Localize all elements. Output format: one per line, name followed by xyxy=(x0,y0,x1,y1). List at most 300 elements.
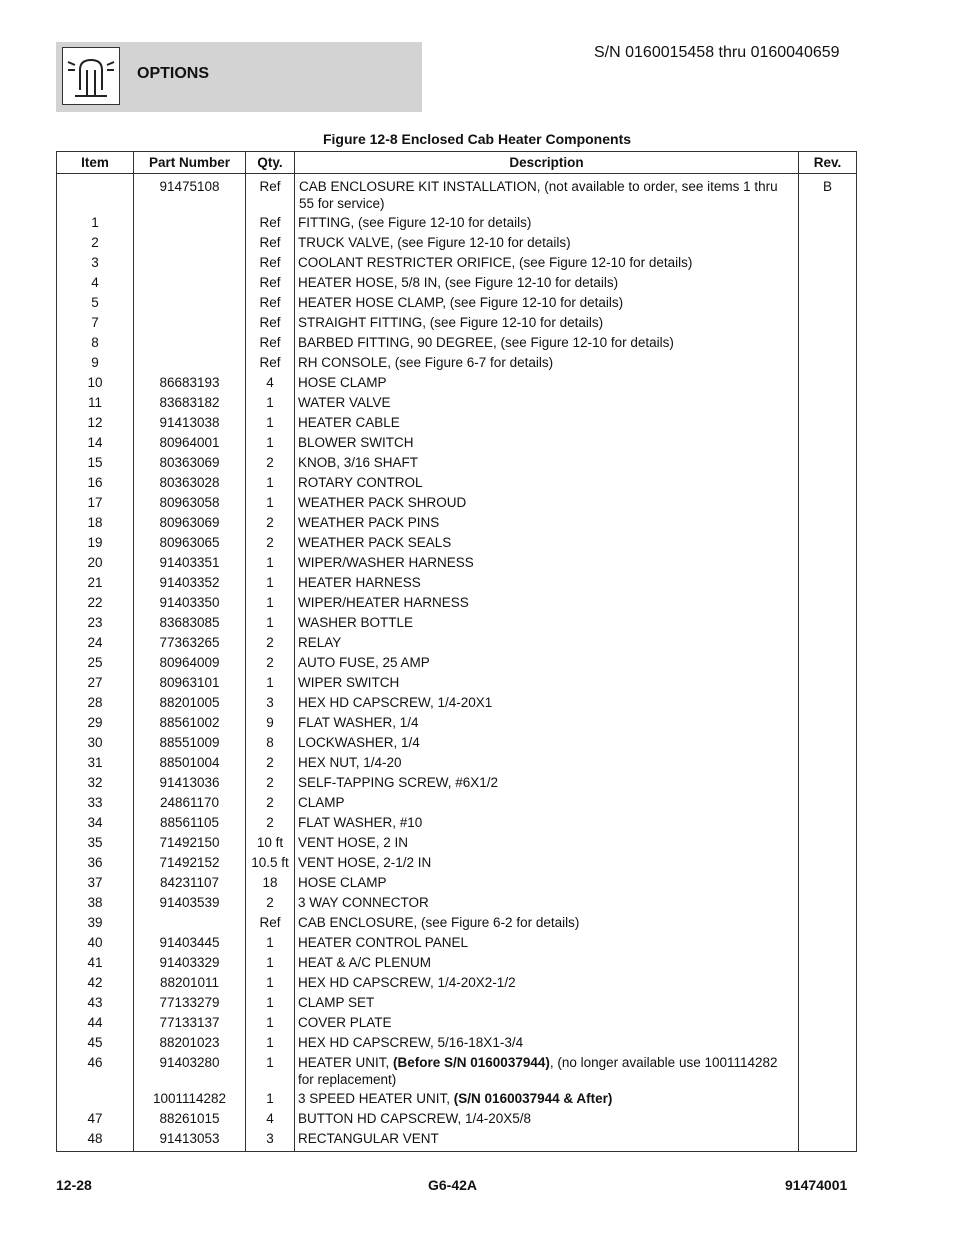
description-cell: WASHER BOTTLE xyxy=(295,613,799,633)
qty-cell: 18 xyxy=(246,873,295,893)
rev-cell xyxy=(799,513,857,533)
rev-cell xyxy=(799,753,857,773)
qty-cell: 2 xyxy=(246,793,295,813)
table-row xyxy=(57,613,857,633)
part-number-cell: 77363265 xyxy=(134,633,246,653)
item-cell: 48 xyxy=(57,1129,134,1152)
description-cell: WIPER/WASHER HARNESS xyxy=(295,553,799,573)
item-cell: 43 xyxy=(57,993,134,1013)
rev-cell: B xyxy=(799,174,857,214)
item-cell: 16 xyxy=(57,473,134,493)
item-cell: 11 xyxy=(57,393,134,413)
item-cell: 9 xyxy=(57,353,134,373)
part-number-cell: 91403351 xyxy=(134,553,246,573)
item-cell: 21 xyxy=(57,573,134,593)
table-row xyxy=(57,973,857,993)
table-row xyxy=(57,233,857,253)
table-row xyxy=(57,273,857,293)
qty-cell: 9 xyxy=(246,713,295,733)
part-number-cell xyxy=(134,213,246,233)
description-cell: HOSE CLAMP xyxy=(295,373,799,393)
item-cell: 7 xyxy=(57,313,134,333)
table-row xyxy=(57,693,857,713)
item-cell: 42 xyxy=(57,973,134,993)
table-row xyxy=(57,753,857,773)
item-cell: 24 xyxy=(57,633,134,653)
part-number-cell: 80963101 xyxy=(134,673,246,693)
qty-cell: Ref xyxy=(246,353,295,373)
qty-cell: 1 xyxy=(246,393,295,413)
description-cell: HEATER HOSE CLAMP, (see Figure 12-10 for details) xyxy=(295,293,799,313)
rev-cell xyxy=(799,673,857,693)
rev-cell xyxy=(799,1109,857,1129)
rev-cell xyxy=(799,333,857,353)
rev-cell xyxy=(799,593,857,613)
item-cell: 10 xyxy=(57,373,134,393)
qty-cell: 2 xyxy=(246,533,295,553)
rev-cell xyxy=(799,453,857,473)
rev-cell xyxy=(799,793,857,813)
qty-cell: Ref xyxy=(246,174,295,214)
table-row xyxy=(57,773,857,793)
qty-cell: 2 xyxy=(246,813,295,833)
qty-cell: Ref xyxy=(246,253,295,273)
description-cell: CLAMP xyxy=(295,793,799,813)
table-row xyxy=(57,813,857,833)
description-cell: BUTTON HD CAPSCREW, 1/4-20X5/8 xyxy=(295,1109,799,1129)
rev-cell xyxy=(799,1013,857,1033)
table-row xyxy=(57,1129,857,1152)
rev-cell xyxy=(799,693,857,713)
description-cell: CAB ENCLOSURE, (see Figure 6-2 for details) xyxy=(295,913,799,933)
table-row xyxy=(57,313,857,333)
part-number-cell: 91475108 xyxy=(134,174,246,214)
part-number-cell: 88201005 xyxy=(134,693,246,713)
table-row xyxy=(57,893,857,913)
qty-cell: 2 xyxy=(246,653,295,673)
qty-cell: 1 xyxy=(246,413,295,433)
serial-range: S/N 0160015458 thru 0160040659 xyxy=(594,44,840,61)
qty-cell: Ref xyxy=(246,913,295,933)
qty-cell: 10 ft xyxy=(246,833,295,853)
page-number: 12-28 xyxy=(56,1177,92,1193)
column-header-description: Description xyxy=(295,152,799,174)
description-cell: STRAIGHT FITTING, (see Figure 12-10 for details) xyxy=(295,313,799,333)
rev-cell xyxy=(799,353,857,373)
rev-cell xyxy=(799,973,857,993)
rev-cell xyxy=(799,233,857,253)
rev-cell xyxy=(799,1033,857,1053)
rev-cell xyxy=(799,573,857,593)
part-number-cell: 88201023 xyxy=(134,1033,246,1053)
description-text: HEATER UNIT, xyxy=(298,1055,394,1070)
rev-cell xyxy=(799,833,857,853)
description-cell: KNOB, 3/16 SHAFT xyxy=(295,453,799,473)
qty-cell: 1 xyxy=(246,553,295,573)
description-cell: HEX HD CAPSCREW, 1/4-20X1 xyxy=(295,693,799,713)
part-number-cell: 88501004 xyxy=(134,753,246,773)
serial-note: (Before S/N 0160037944) xyxy=(393,1055,550,1070)
description-cell: LOCKWASHER, 1/4 xyxy=(295,733,799,753)
part-number-cell: 83683182 xyxy=(134,393,246,413)
description-cell: TRUCK VALVE, (see Figure 12-10 for details) xyxy=(295,233,799,253)
table-row xyxy=(57,213,857,233)
rev-cell xyxy=(799,393,857,413)
item-cell: 15 xyxy=(57,453,134,473)
qty-cell: 2 xyxy=(246,893,295,913)
part-number-cell: 91413038 xyxy=(134,413,246,433)
rev-cell xyxy=(799,253,857,273)
item-cell: 27 xyxy=(57,673,134,693)
qty-cell: 1 xyxy=(246,593,295,613)
item-cell xyxy=(57,174,134,214)
table-row xyxy=(57,393,857,413)
qty-cell: Ref xyxy=(246,333,295,353)
description-cell: VENT HOSE, 2 IN xyxy=(295,833,799,853)
item-cell xyxy=(57,1089,134,1109)
table-row xyxy=(57,993,857,1013)
item-cell: 23 xyxy=(57,613,134,633)
table-row xyxy=(57,1013,857,1033)
part-number-cell: 88551009 xyxy=(134,733,246,753)
serial-note: (S/N 0160037944 & After) xyxy=(453,1091,613,1106)
qty-cell: 1 xyxy=(246,1013,295,1033)
description-cell: WIPER/HEATER HARNESS xyxy=(295,593,799,613)
parts-table-body xyxy=(57,174,857,1152)
description-cell: HEAT & A/C PLENUM xyxy=(295,953,799,973)
item-cell: 36 xyxy=(57,853,134,873)
rev-cell xyxy=(799,1053,857,1089)
part-number-cell: 71492152 xyxy=(134,853,246,873)
item-cell: 14 xyxy=(57,433,134,453)
rev-cell xyxy=(799,733,857,753)
item-cell: 37 xyxy=(57,873,134,893)
description-cell: FITTING, (see Figure 12-10 for details) xyxy=(295,213,799,233)
table-header-row xyxy=(57,152,857,174)
table-row xyxy=(57,853,857,873)
description-cell: FLAT WASHER, #10 xyxy=(295,813,799,833)
part-number-cell: 88201011 xyxy=(134,973,246,993)
description-text: 3 SPEED HEATER UNIT, xyxy=(298,1091,454,1106)
rev-cell xyxy=(799,813,857,833)
item-cell: 39 xyxy=(57,913,134,933)
qty-cell: 2 xyxy=(246,773,295,793)
qty-cell: 1 xyxy=(246,673,295,693)
item-cell: 19 xyxy=(57,533,134,553)
description-cell: BARBED FITTING, 90 DEGREE, (see Figure 12-10 for details) xyxy=(295,333,799,353)
table-row xyxy=(57,673,857,693)
part-number-cell: 91403329 xyxy=(134,953,246,973)
rev-cell xyxy=(799,913,857,933)
description-cell: WEATHER PACK SHROUD xyxy=(295,493,799,513)
rev-cell xyxy=(799,213,857,233)
part-number-cell xyxy=(134,333,246,353)
description-cell: HEX NUT, 1/4-20 xyxy=(295,753,799,773)
description-cell: WEATHER PACK SEALS xyxy=(295,533,799,553)
part-number-cell: 80363028 xyxy=(134,473,246,493)
table-row xyxy=(57,253,857,273)
part-number-cell: 88561105 xyxy=(134,813,246,833)
rev-cell xyxy=(799,653,857,673)
qty-cell: 1 xyxy=(246,1053,295,1089)
table-row xyxy=(57,933,857,953)
qty-cell: Ref xyxy=(246,213,295,233)
rev-cell xyxy=(799,993,857,1013)
description-cell: HEX HD CAPSCREW, 5/16-18X1-3/4 xyxy=(295,1033,799,1053)
rev-cell xyxy=(799,773,857,793)
part-number-cell xyxy=(134,353,246,373)
table-row xyxy=(57,913,857,933)
part-number-cell: 1001114282 xyxy=(134,1089,246,1109)
qty-cell: 8 xyxy=(246,733,295,753)
description-cell: ROTARY CONTROL xyxy=(295,473,799,493)
description-cell: WATER VALVE xyxy=(295,393,799,413)
description-cell xyxy=(295,1053,799,1089)
qty-cell: Ref xyxy=(246,293,295,313)
rev-cell xyxy=(799,273,857,293)
manual-number: 91474001 xyxy=(785,1177,848,1193)
qty-cell: 2 xyxy=(246,633,295,653)
table-row xyxy=(57,453,857,473)
description-cell: VENT HOSE, 2-1/2 IN xyxy=(295,853,799,873)
table-row xyxy=(57,593,857,613)
parts-table xyxy=(56,151,857,1152)
qty-cell: Ref xyxy=(246,273,295,293)
qty-cell: 1 xyxy=(246,993,295,1013)
part-number-cell: 91403352 xyxy=(134,573,246,593)
item-cell: 40 xyxy=(57,933,134,953)
rev-cell xyxy=(799,493,857,513)
item-cell: 5 xyxy=(57,293,134,313)
qty-cell: 2 xyxy=(246,753,295,773)
description-text: , (no longer available use 1001114282 for replacement) xyxy=(298,1055,778,1087)
table-row xyxy=(57,174,857,214)
table-row xyxy=(57,1033,857,1053)
item-cell: 46 xyxy=(57,1053,134,1089)
table-row xyxy=(57,1109,857,1129)
rev-cell xyxy=(799,953,857,973)
item-cell: 28 xyxy=(57,693,134,713)
description-cell: BLOWER SWITCH xyxy=(295,433,799,453)
part-number-cell: 77133137 xyxy=(134,1013,246,1033)
section-title: OPTIONS xyxy=(137,65,210,82)
table-row xyxy=(57,633,857,653)
description-cell: WIPER SWITCH xyxy=(295,673,799,693)
item-cell: 38 xyxy=(57,893,134,913)
figure-title: Figure 12-8 Enclosed Cab Heater Components xyxy=(322,131,632,147)
item-cell: 30 xyxy=(57,733,134,753)
part-number-cell: 77133279 xyxy=(134,993,246,1013)
part-number-cell: 71492150 xyxy=(134,833,246,853)
description-cell: COVER PLATE xyxy=(295,1013,799,1033)
model-name: G6-42A xyxy=(428,1177,478,1193)
description-cell: HEATER HOSE, 5/8 IN, (see Figure 12-10 for details) xyxy=(295,273,799,293)
rev-cell xyxy=(799,853,857,873)
column-header-item: Item xyxy=(57,152,134,174)
table-row xyxy=(57,473,857,493)
qty-cell: 1 xyxy=(246,493,295,513)
item-cell: 1 xyxy=(57,213,134,233)
item-cell: 22 xyxy=(57,593,134,613)
qty-cell: 3 xyxy=(246,1129,295,1152)
item-cell: 12 xyxy=(57,413,134,433)
item-cell: 18 xyxy=(57,513,134,533)
description-cell: WEATHER PACK PINS xyxy=(295,513,799,533)
description-cell xyxy=(295,1089,799,1109)
qty-cell: Ref xyxy=(246,233,295,253)
part-number-cell: 80963058 xyxy=(134,493,246,513)
table-row xyxy=(57,413,857,433)
rev-cell xyxy=(799,473,857,493)
description-cell: HOSE CLAMP xyxy=(295,873,799,893)
qty-cell: 1 xyxy=(246,1089,295,1109)
table-row xyxy=(57,353,857,373)
qty-cell: 2 xyxy=(246,513,295,533)
part-number-cell: 80963065 xyxy=(134,533,246,553)
item-cell: 45 xyxy=(57,1033,134,1053)
part-number-cell: 83683085 xyxy=(134,613,246,633)
rev-cell xyxy=(799,373,857,393)
table-row xyxy=(57,553,857,573)
rev-cell xyxy=(799,1129,857,1152)
column-header-rev: Rev. xyxy=(799,152,857,174)
part-number-cell: 91403350 xyxy=(134,593,246,613)
part-number-cell: 86683193 xyxy=(134,373,246,393)
item-cell: 44 xyxy=(57,1013,134,1033)
item-cell: 41 xyxy=(57,953,134,973)
part-number-cell xyxy=(134,293,246,313)
qty-cell: 2 xyxy=(246,453,295,473)
description-cell: HEATER HARNESS xyxy=(295,573,799,593)
part-number-cell: 80964001 xyxy=(134,433,246,453)
rev-cell xyxy=(799,433,857,453)
description-cell: HEATER CABLE xyxy=(295,413,799,433)
rev-cell xyxy=(799,553,857,573)
item-cell: 33 xyxy=(57,793,134,813)
table-row xyxy=(57,373,857,393)
item-cell: 34 xyxy=(57,813,134,833)
item-cell: 35 xyxy=(57,833,134,853)
table-row xyxy=(57,493,857,513)
qty-cell: 1 xyxy=(246,973,295,993)
part-number-cell: 80963069 xyxy=(134,513,246,533)
table-row xyxy=(57,513,857,533)
description-cell: RELAY xyxy=(295,633,799,653)
description-cell: AUTO FUSE, 25 AMP xyxy=(295,653,799,673)
item-cell: 32 xyxy=(57,773,134,793)
table-row xyxy=(57,713,857,733)
qty-cell: 3 xyxy=(246,693,295,713)
rev-cell xyxy=(799,313,857,333)
item-cell: 31 xyxy=(57,753,134,773)
description-cell: RECTANGULAR VENT xyxy=(295,1129,799,1152)
item-cell: 47 xyxy=(57,1109,134,1129)
item-cell: 29 xyxy=(57,713,134,733)
item-cell: 4 xyxy=(57,273,134,293)
part-number-cell: 91403539 xyxy=(134,893,246,913)
item-cell: 3 xyxy=(57,253,134,273)
rev-cell xyxy=(799,293,857,313)
part-number-cell: 91413036 xyxy=(134,773,246,793)
part-number-cell xyxy=(134,253,246,273)
part-number-cell: 24861170 xyxy=(134,793,246,813)
part-number-cell: 91413053 xyxy=(134,1129,246,1152)
rev-cell xyxy=(799,933,857,953)
table-row xyxy=(57,953,857,973)
rev-cell xyxy=(799,1089,857,1109)
table-row xyxy=(57,653,857,673)
item-cell: 20 xyxy=(57,553,134,573)
qty-cell: Ref xyxy=(246,313,295,333)
item-cell: 2 xyxy=(57,233,134,253)
table-row xyxy=(57,573,857,593)
item-cell: 25 xyxy=(57,653,134,673)
part-number-cell: 80363069 xyxy=(134,453,246,473)
part-number-cell: 80964009 xyxy=(134,653,246,673)
qty-cell: 1 xyxy=(246,933,295,953)
qty-cell: 1 xyxy=(246,573,295,593)
part-number-cell: 84231107 xyxy=(134,873,246,893)
description-cell: SELF-TAPPING SCREW, #6X1/2 xyxy=(295,773,799,793)
qty-cell: 1 xyxy=(246,433,295,453)
rev-cell xyxy=(799,413,857,433)
table-row xyxy=(57,293,857,313)
part-number-cell: 88561002 xyxy=(134,713,246,733)
qty-cell: 1 xyxy=(246,613,295,633)
rev-cell xyxy=(799,613,857,633)
part-number-cell xyxy=(134,273,246,293)
cab-heater-icon xyxy=(62,47,120,105)
description-cell: HEATER CONTROL PANEL xyxy=(295,933,799,953)
table-row xyxy=(57,733,857,753)
part-number-cell xyxy=(134,913,246,933)
description-cell: FLAT WASHER, 1/4 xyxy=(295,713,799,733)
column-header-part-number: Part Number xyxy=(134,152,246,174)
table-row xyxy=(57,793,857,813)
rev-cell xyxy=(799,633,857,653)
description-cell: COOLANT RESTRICTER ORIFICE, (see Figure 12-10 for details) xyxy=(295,253,799,273)
table-row xyxy=(57,873,857,893)
item-cell: 8 xyxy=(57,333,134,353)
rev-cell xyxy=(799,713,857,733)
part-number-cell: 88261015 xyxy=(134,1109,246,1129)
table-row xyxy=(57,1089,857,1109)
description-cell: 3 WAY CONNECTOR xyxy=(295,893,799,913)
qty-cell: 1 xyxy=(246,1033,295,1053)
rev-cell xyxy=(799,533,857,553)
item-cell: 17 xyxy=(57,493,134,513)
table-row xyxy=(57,333,857,353)
qty-cell: 1 xyxy=(246,953,295,973)
table-row xyxy=(57,1053,857,1089)
description-cell: HEX HD CAPSCREW, 1/4-20X2-1/2 xyxy=(295,973,799,993)
table-row xyxy=(57,533,857,553)
rev-cell xyxy=(799,893,857,913)
column-header-qty: Qty. xyxy=(246,152,295,174)
description-cell: CLAMP SET xyxy=(295,993,799,1013)
qty-cell: 1 xyxy=(246,473,295,493)
part-number-cell: 91403445 xyxy=(134,933,246,953)
qty-cell: 4 xyxy=(246,1109,295,1129)
description-cell: CAB ENCLOSURE KIT INSTALLATION, (not available to order, see items 1 thru 55 for service) xyxy=(295,174,799,214)
part-number-cell: 91403280 xyxy=(134,1053,246,1089)
description-cell: RH CONSOLE, (see Figure 6-7 for details) xyxy=(295,353,799,373)
part-number-cell xyxy=(134,233,246,253)
table-row xyxy=(57,833,857,853)
rev-cell xyxy=(799,873,857,893)
table-row xyxy=(57,433,857,453)
qty-cell: 4 xyxy=(246,373,295,393)
